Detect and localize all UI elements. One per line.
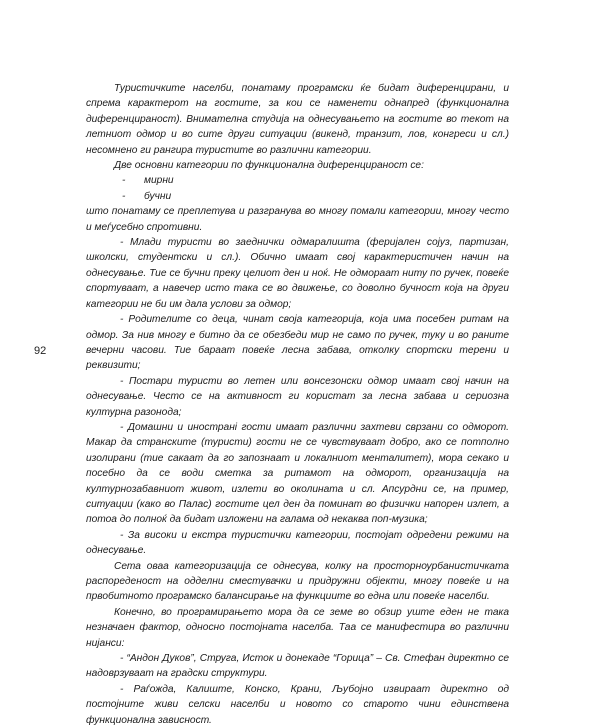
subparagraph: - “Андон Дуков”, Струга, Исток и донекаде “Горица” – Св. Стефан директно се надоврзуваат на градски структури.	[86, 653, 509, 680]
list-item	[86, 189, 509, 204]
subparagraph: - Раѓожда, Калиште, Конско, Крани, Љубојно извираат директно од постојните живи селски населби и новото со старото чини единствена функционална зависност.	[86, 683, 509, 726]
list-dash: -	[122, 175, 126, 187]
page-number: 92	[34, 345, 47, 357]
paragraph: Конечно, во програмирањето мора да се земе во обзир уште еден не така незначаен фактор, односно постојната населба. Таа се манифестира во различни нијанси:	[86, 606, 509, 649]
subparagraph: - За високи и екстра туристички категории, постојат одредени режими на однесување.	[86, 529, 509, 557]
paragraph: Сета оваа категоризација се однесува, колку на просторноурбанистичката распореденост на одделни сместувачки и придружни објекти, многу повеќе и на првобитното програмско балансирање на функциите во една или повеќе населби.	[86, 560, 509, 603]
list-item-text: мирни	[144, 175, 174, 187]
paragraph: Две основни категории по функционална диференцираност се:	[114, 160, 424, 172]
subparagraph: - Постари туристи во летен или вонсезонски одмор имаат свој начин на однесување. Често се на активност ги користат за лесна забава и сериозна културна разонода;	[86, 375, 509, 418]
subparagraph: - Домашни и иностранi гости имаат различни захтеви сврзани со одморот. Макар да странските (туристи) гости не се чувствуваат добро, ако се потполно изолирани (тие сакаат да го запознаат и локалниот менталитет), мора секако и посебно да се води сметка за ритамот на одморот, организација на културнозабавниот живот, излети во околината и сл. Апсурдни се, на пример, ситуации (како во Палас) гостите цел ден да поминат во физички напорен излет, а потоа до полноќ да бидат изложени на галама од некаква поп-музика;	[86, 421, 509, 526]
subparagraph: - Родителите со деца, чинат своја категорија, која има посебен ритам на одмор. За нив многу е битно да се обезбеди мир не само по ручек, туку и во раните вечерни часови. Тие бараат повеќе лесна забава, отколку спортски терени и реквизити;	[86, 314, 509, 372]
body-text	[86, 81, 509, 728]
paragraph: што понатаму се преплетува и разгранува во многу помали категории, многу често и меѓусебно спротивни.	[86, 206, 509, 233]
subparagraph: - Млади туристи во заеднички одмаралишта (феријален сојуз, партизан, школски, студентски и сл.). Обично имаат свој карактеристичен начин на однесување. Тие се бучни преку целиот ден и ноќ. Не одмораат ниту по ручек, повеќе спортуваат, а навечер исто така се во движење, со доволно бучност која на други категории не би им дала услови за одмор;	[86, 237, 509, 310]
list-item-text: бучни	[144, 190, 172, 202]
paragraph: Туристичките населби, понатаму програмски ќе бидат диференцирани, и спрема карактерот на гостите, за кои се наменети однапред (функционална диференцираност). Внимателна студија на однесувањето на гостите во текот на летниот одмор и во сите други ситуации (викенд, транзит, лов, конгреси и сл.) несомнено ги рангира туристите во различни категории.	[86, 83, 509, 156]
list-dash: -	[122, 190, 126, 202]
list-item	[86, 173, 509, 188]
